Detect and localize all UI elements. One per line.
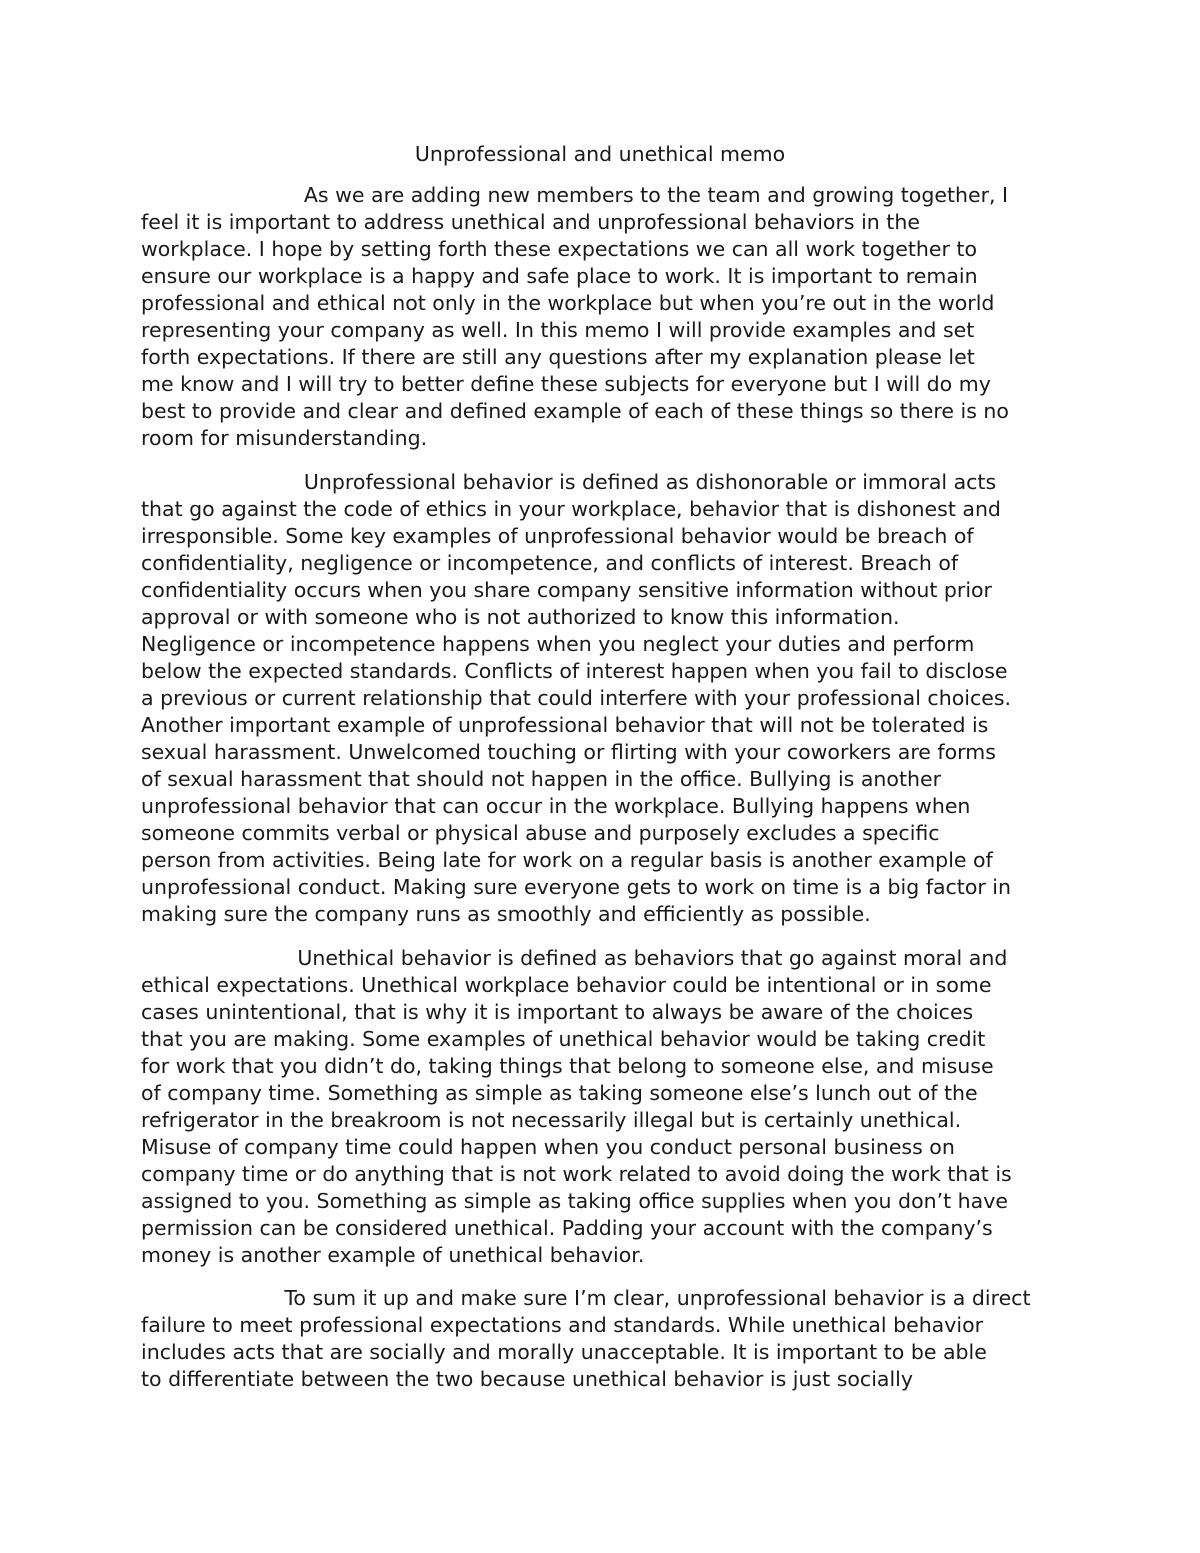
text-line: feel it is important to address unethical and unprofessional behaviors in the bbox=[141, 210, 920, 234]
memo-title: Unprofessional and unethical memo bbox=[414, 142, 786, 166]
text-line: best to provide and clear and defined example of each of these things so there is no bbox=[141, 399, 1009, 423]
text-line: of sexual harassment that should not happen in the office. Bullying is another bbox=[141, 767, 942, 791]
text-line: assigned to you. Something as simple as taking office supplies when you don’t have bbox=[141, 1189, 1008, 1213]
text-line: irresponsible. Some key examples of unprofessional behavior would be breach of bbox=[141, 524, 974, 548]
paragraph-introduction bbox=[141, 182, 1071, 452]
text-line: As we are adding new members to the team and growing together, I bbox=[141, 183, 1009, 207]
text-line: ethical expectations. Unethical workplace behavior could be intentional or in some bbox=[141, 973, 992, 997]
text-line: room for misunderstanding. bbox=[141, 426, 428, 450]
text-line: that you are making. Some examples of unethical behavior would be taking credit bbox=[141, 1027, 986, 1051]
text-line: professional and ethical not only in the workplace but when you’re out in the world bbox=[141, 291, 995, 315]
text-line: person from activities. Being late for work on a regular basis is another example of bbox=[141, 848, 993, 872]
text-line: a previous or current relationship that could interfere with your professional choices. bbox=[141, 686, 1012, 710]
text-line: Misuse of company time could happen when you conduct personal business on bbox=[141, 1135, 955, 1159]
text-line: to differentiate between the two because unethical behavior is just socially bbox=[141, 1367, 913, 1391]
text-line: failure to meet professional expectations and standards. While unethical behavior bbox=[141, 1313, 984, 1337]
text-line: Negligence or incompetence happens when you neglect your duties and perform bbox=[141, 632, 975, 656]
text-line: ensure our workplace is a happy and safe place to work. It is important to remain bbox=[141, 264, 978, 288]
text-line: forth expectations. If there are still any questions after my explanation please let bbox=[141, 345, 975, 369]
text-line: Another important example of unprofessional behavior that will not be tolerated is bbox=[141, 713, 989, 737]
text-line: of company time. Something as simple as taking someone else’s lunch out of the bbox=[141, 1081, 978, 1105]
text-line: To sum it up and make sure I’m clear, unprofessional behavior is a direct bbox=[141, 1286, 1031, 1310]
text-line: permission can be considered unethical. Padding your account with the company’s bbox=[141, 1216, 993, 1240]
text-line: confidentiality, negligence or incompetence, and conflicts of interest. Breach of bbox=[141, 551, 959, 575]
text-line: sexual harassment. Unwelcomed touching or flirting with your coworkers are forms bbox=[141, 740, 996, 764]
text-line: confidentiality occurs when you share company sensitive information without prior bbox=[141, 578, 992, 602]
text-line: refrigerator in the breakroom is not necessarily illegal but is certainly unethical. bbox=[141, 1108, 962, 1132]
paragraph-unprofessional-behavior bbox=[141, 469, 1071, 928]
text-line: Unethical behavior is defined as behaviors that go against moral and bbox=[141, 946, 1008, 970]
text-line: company time or do anything that is not work related to avoid doing the work that is bbox=[141, 1162, 1012, 1186]
text-line: workplace. I hope by setting forth these expectations we can all work together to bbox=[141, 237, 978, 261]
text-line: for work that you didn’t do, taking things that belong to someone else, and misuse bbox=[141, 1054, 994, 1078]
text-line: money is another example of unethical behavior. bbox=[141, 1243, 645, 1267]
text-line: someone commits verbal or physical abuse and purposely excludes a specific bbox=[141, 821, 940, 845]
text-line: me know and I will try to better define these subjects for everyone but I will do my bbox=[141, 372, 991, 396]
text-line: that go against the code of ethics in your workplace, behavior that is dishonest and bbox=[141, 497, 1001, 521]
text-line: representing your company as well. In this memo I will provide examples and set bbox=[141, 318, 975, 342]
text-line: making sure the company runs as smoothly and efficiently as possible. bbox=[141, 902, 871, 926]
text-line: unprofessional conduct. Making sure everyone gets to work on time is a big factor in bbox=[141, 875, 1011, 899]
text-line: cases unintentional, that is why it is important to always be aware of the choices bbox=[141, 1000, 974, 1024]
paragraph-summary bbox=[141, 1285, 1071, 1393]
text-line: below the expected standards. Conflicts of interest happen when you fail to disclose bbox=[141, 659, 1008, 683]
paragraph-unethical-behavior bbox=[141, 945, 1071, 1269]
text-line: Unprofessional behavior is defined as dishonorable or immoral acts bbox=[141, 470, 997, 494]
text-line: unprofessional behavior that can occur in the workplace. Bullying happens when bbox=[141, 794, 971, 818]
text-line: approval or with someone who is not authorized to know this information. bbox=[141, 605, 900, 629]
text-line: includes acts that are socially and morally unacceptable. It is important to be able bbox=[141, 1340, 987, 1364]
